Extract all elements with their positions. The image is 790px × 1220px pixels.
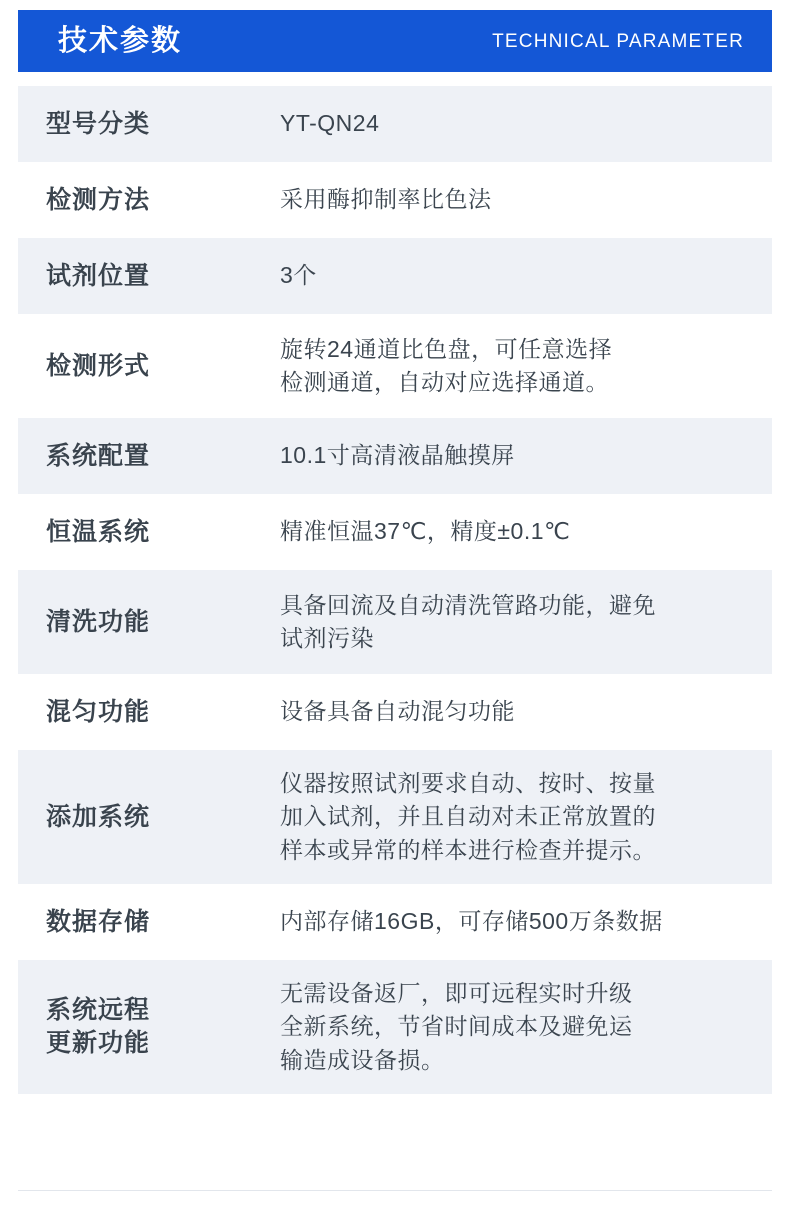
row-value-line: 全新系统，节省时间成本及避免运	[280, 1013, 633, 1040]
row-value-line: 加入试剂，并且自动对未正常放置的	[280, 803, 656, 830]
table-row	[18, 884, 772, 960]
row-value	[258, 960, 772, 1094]
row-label-line: 数据存储	[46, 907, 151, 936]
table-row	[18, 314, 772, 418]
row-value-line: 具备回流及自动清洗管路功能，避免	[280, 591, 656, 618]
row-value-line: 样本或异常的样本进行检查并提示。	[280, 836, 656, 863]
page-subtitle: TECHNICAL PARAMETER	[492, 30, 744, 52]
row-value-line: 设备具备自动混匀功能	[280, 698, 515, 725]
row-value-line: YT-QN24	[280, 110, 380, 137]
row-value-line: 仪器按照试剂要求自动、按时、按量	[280, 769, 656, 796]
row-value	[258, 418, 772, 494]
bottom-divider	[18, 1190, 772, 1191]
row-label	[18, 418, 258, 494]
row-label-line: 清洗功能	[46, 607, 151, 636]
table-row	[18, 674, 772, 750]
row-value	[258, 314, 772, 418]
row-label-line: 更新功能	[46, 1029, 151, 1057]
row-label-line: 型号分类	[46, 109, 151, 138]
row-value	[258, 884, 772, 960]
row-value-line: 精准恒温37℃，精度±0.1℃	[280, 518, 571, 545]
row-label-line: 检测方法	[46, 185, 151, 214]
table-row	[18, 750, 772, 884]
row-label	[18, 884, 258, 960]
row-label-line: 检测形式	[46, 351, 151, 380]
row-label	[18, 314, 258, 418]
row-value	[258, 750, 772, 884]
row-label-line: 试剂位置	[46, 261, 151, 290]
row-label	[18, 162, 258, 238]
row-label	[18, 750, 258, 884]
row-value	[258, 674, 772, 750]
row-value	[258, 162, 772, 238]
row-value	[258, 86, 772, 162]
row-label-line: 系统配置	[46, 441, 151, 470]
row-label	[18, 494, 258, 570]
table-row	[18, 238, 772, 314]
row-value-line: 旋转24通道比色盘，可任意选择	[280, 335, 613, 362]
table-row	[18, 570, 772, 674]
row-value-line: 试剂污染	[280, 625, 374, 651]
section-header	[18, 10, 772, 72]
row-value-line: 输造成设备损。	[280, 1046, 445, 1073]
row-label-line: 混匀功能	[46, 697, 151, 726]
table-row	[18, 494, 772, 570]
page-title: 技术参数	[58, 24, 183, 57]
row-value-line: 检测通道，自动对应选择通道。	[280, 369, 609, 395]
row-value-line: 采用酶抑制率比色法	[280, 186, 492, 213]
row-label	[18, 570, 258, 674]
row-label	[18, 674, 258, 750]
row-label-line: 添加系统	[46, 802, 151, 831]
spec-table	[18, 86, 772, 1094]
row-value-line: 3个	[280, 262, 317, 289]
row-value-line: 内部存储16GB，可存储500万条数据	[280, 908, 663, 935]
row-label	[18, 86, 258, 162]
row-label-line: 系统远程	[46, 996, 151, 1024]
row-value	[258, 238, 772, 314]
table-row	[18, 162, 772, 238]
row-value	[258, 570, 772, 674]
table-row	[18, 418, 772, 494]
row-value-line: 10.1寸高清液晶触摸屏	[280, 442, 515, 469]
table-row	[18, 960, 772, 1094]
row-value	[258, 494, 772, 570]
row-label	[18, 238, 258, 314]
row-value-line: 无需设备返厂，即可远程实时升级	[280, 979, 633, 1006]
row-label	[18, 960, 258, 1094]
table-row	[18, 86, 772, 162]
row-label-line: 恒温系统	[46, 517, 151, 546]
